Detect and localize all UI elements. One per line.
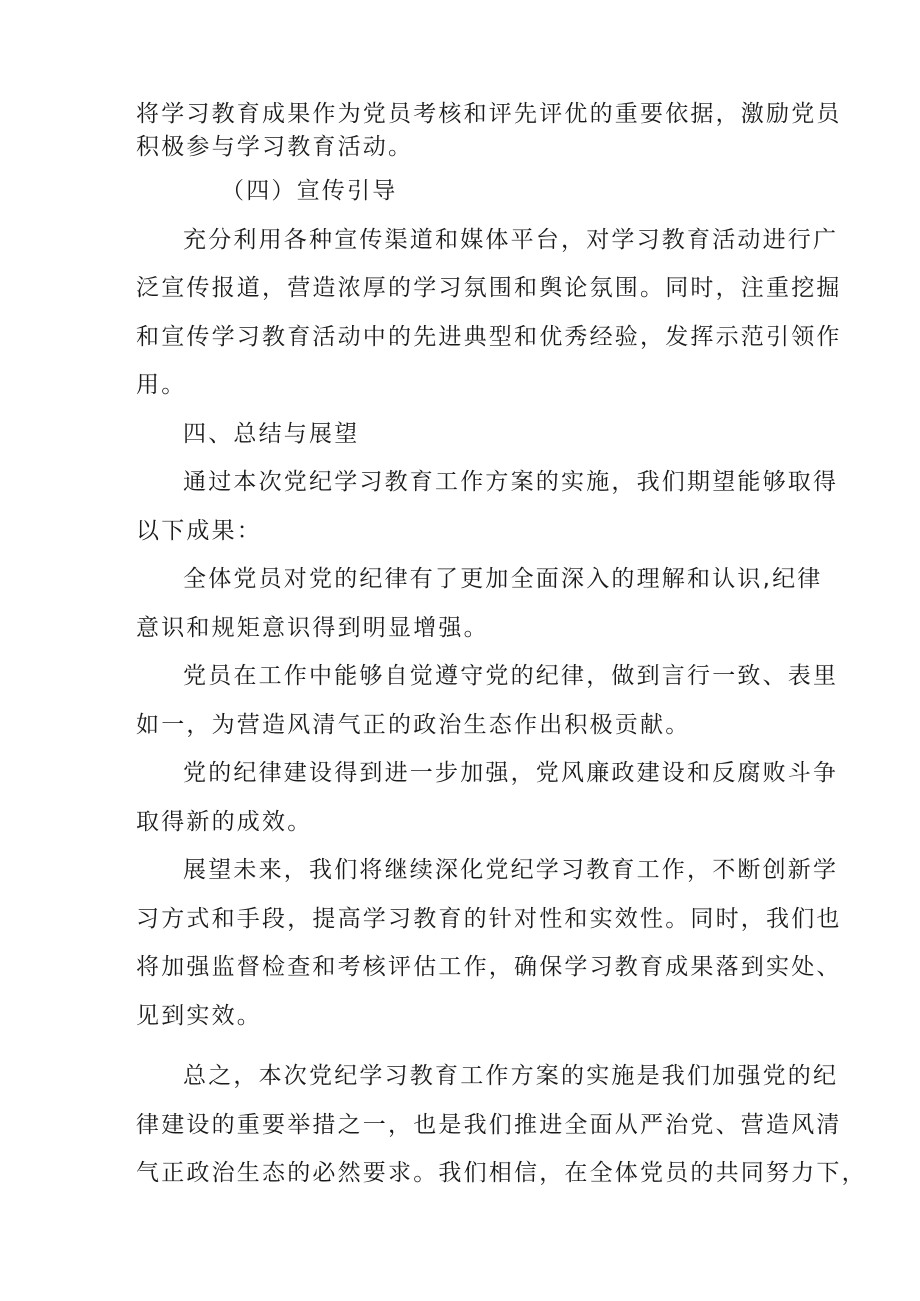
- text-line: 将加强监督检查和考核评估工作，确保学习教育成果落到实处、: [136, 954, 842, 980]
- text-line: 以下成果：: [136, 518, 262, 544]
- text-line: 和宣传学习教育活动中的先进典型和优秀经验，发挥示范引领作: [136, 324, 842, 350]
- text-line: 如一，为营造风清气正的政治生态作出积极贡献。: [136, 712, 691, 738]
- text-line: 习方式和手段，提高学习教育的针对性和实效性。同时，我们也: [136, 906, 842, 932]
- section-heading: （四）宣传引导: [221, 178, 398, 204]
- text-line: 将学习教育成果作为党员考核和评先评优的重要依据，激励党员: [136, 101, 842, 127]
- text-line: 总之，本次党纪学习教育工作方案的实施是我们加强党的纪: [183, 1063, 839, 1089]
- text-line: 律建设的重要举措之一，也是我们推进全面从严治党、营造风清: [136, 1112, 842, 1138]
- text-line: 展望未来，我们将继续深化党纪学习教育工作，不断创新学: [183, 857, 839, 883]
- text-line: 取得新的成效。: [136, 809, 313, 835]
- text-line: 泛宣传报道，营造浓厚的学习氛围和舆论氛围。同时，注重挖掘: [136, 275, 842, 301]
- text-line: 充分利用各种宣传渠道和媒体平台，对学习教育活动进行广: [183, 227, 839, 253]
- text-line: 全体党员对党的纪律有了更加全面深入的理解和认识,纪律: [183, 566, 823, 592]
- text-line: 意识和规矩意识得到明显增强。: [136, 615, 489, 641]
- text-line: 用。: [136, 372, 187, 398]
- text-line: 气正政治生态的必然要求。我们相信，在全体党员的共同努力下，: [136, 1160, 867, 1186]
- text-line: 见到实效。: [136, 1003, 262, 1029]
- text-line: 党员在工作中能够自觉遵守党的纪律，做到言行一致、表里: [183, 663, 839, 689]
- section-heading: 四、总结与展望: [183, 421, 360, 447]
- text-line: 通过本次党纪学习教育工作方案的实施，我们期望能够取得: [183, 469, 839, 495]
- text-line: 党的纪律建设得到进一步加强，党风廉政建设和反腐败斗争: [183, 760, 839, 786]
- text-line: 积极参与学习教育活动。: [136, 134, 414, 160]
